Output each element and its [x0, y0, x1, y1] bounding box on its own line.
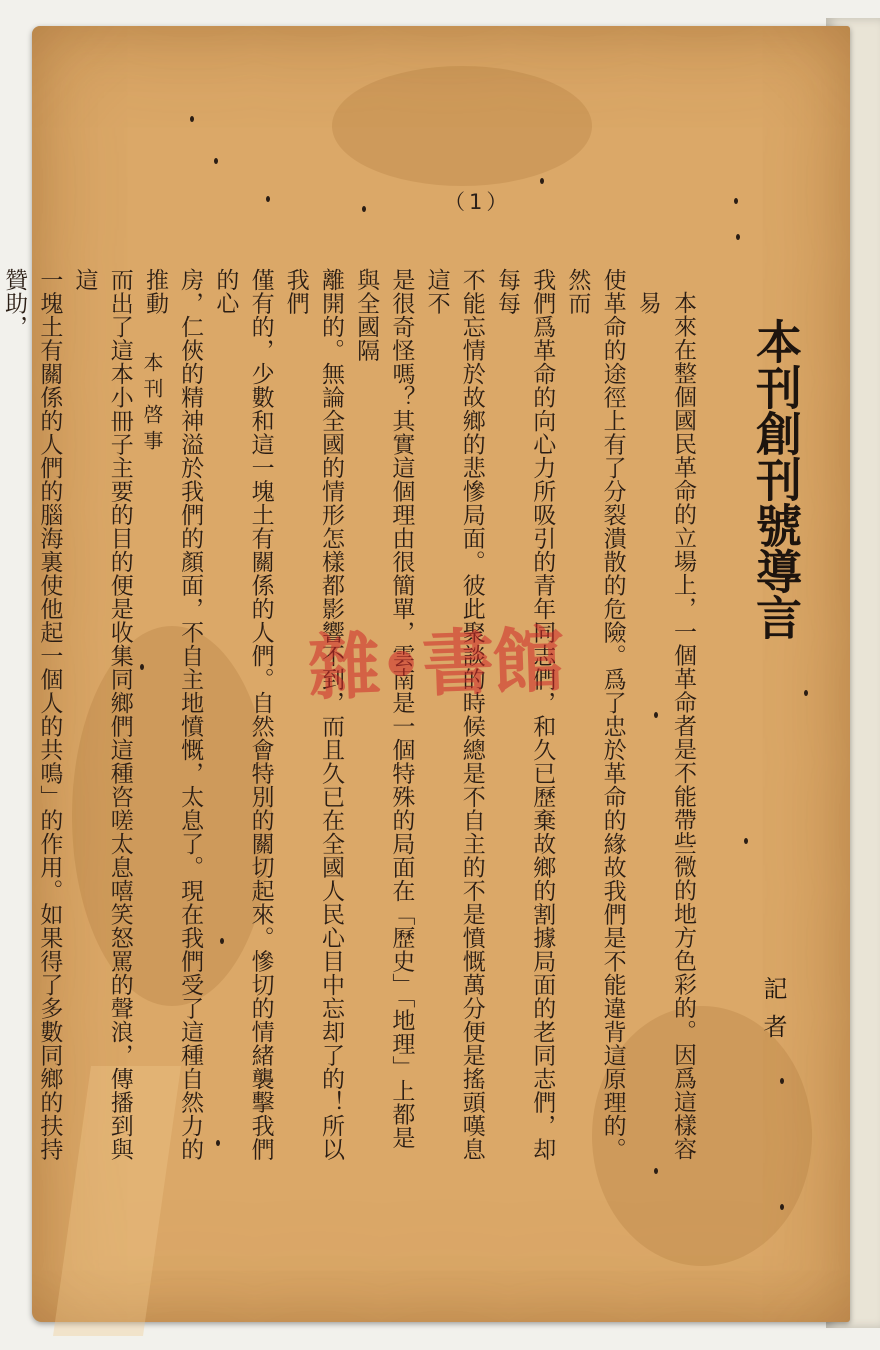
watermark-stamp: 雜•書館	[306, 616, 564, 711]
byline: 記者	[759, 976, 787, 1052]
text-column: 離開的。無論全國的情形怎樣都影響不到，而且久已在全國人民心目中忘却了的！所以我們	[282, 268, 344, 1161]
text-column: 房，仁俠的精神溢於我們的顏面，不自主地憤慨，太息了。現在我們受了這種自然力的推動	[141, 268, 204, 1161]
binding-hole	[140, 664, 144, 670]
text-column: 僅有的，少數和這一塊土有關係的人們。自然會特別的關切起來。慘切的情緒襲擊我們的心	[212, 268, 274, 1161]
binding-hole	[734, 198, 738, 204]
text-column: 本來在整個國民革命的立場上，一個革命者是不能帶些微的地方色彩的。因爲這樣容易	[634, 291, 696, 1161]
binding-hole	[804, 690, 808, 696]
binding-hole	[216, 1140, 220, 1146]
binding-hole	[780, 1078, 784, 1084]
binding-hole	[744, 838, 748, 844]
binding-hole	[780, 1204, 784, 1210]
text-column: 使革命的途徑上有了分裂潰散的危險。爲了忠於革命的緣故我們是不能違背這原理的。然而	[564, 268, 626, 1161]
article-title: 本刊創刊號導言	[749, 318, 803, 640]
text-column: 一塊土有關係的人們的腦海裏使他起一個人的共鳴」的作用。如果得了多數同鄉的扶持贊助，	[1, 268, 63, 1161]
signature: 本刊啓事	[140, 352, 164, 456]
binding-hole	[220, 938, 224, 944]
text-column: 不能忘情於故鄉的悲慘局面。彼此聚談的時候總是不自主的不是憤慨萬分便是搖頭嘆息這不	[423, 268, 485, 1161]
binding-hole	[190, 116, 194, 122]
binding-hole	[362, 206, 366, 212]
text-column: 我們爲革命的向心力所吸引的青年同志們，和久已歷棄故鄉的割據局面的老同志們，却每每	[493, 268, 556, 1161]
binding-hole	[540, 178, 544, 184]
binding-hole	[214, 158, 218, 164]
text-column: 是很奇怪嗎？其實這個理由很簡單，雲南是一個特殊的局面在「歷史」「地理」上都是與全國隔	[353, 268, 415, 1150]
binding-hole	[654, 1168, 658, 1174]
text-column: 而出了這本小冊子主要的目的便是收集同鄉們這種咨嗟太息嘻笑怒罵的聲浪，傳播到與這	[71, 268, 133, 1161]
page-number: （1）	[444, 190, 512, 214]
binding-hole	[266, 196, 270, 202]
paper-stain	[332, 66, 592, 186]
binding-hole	[654, 712, 658, 718]
binding-hole	[736, 234, 740, 240]
